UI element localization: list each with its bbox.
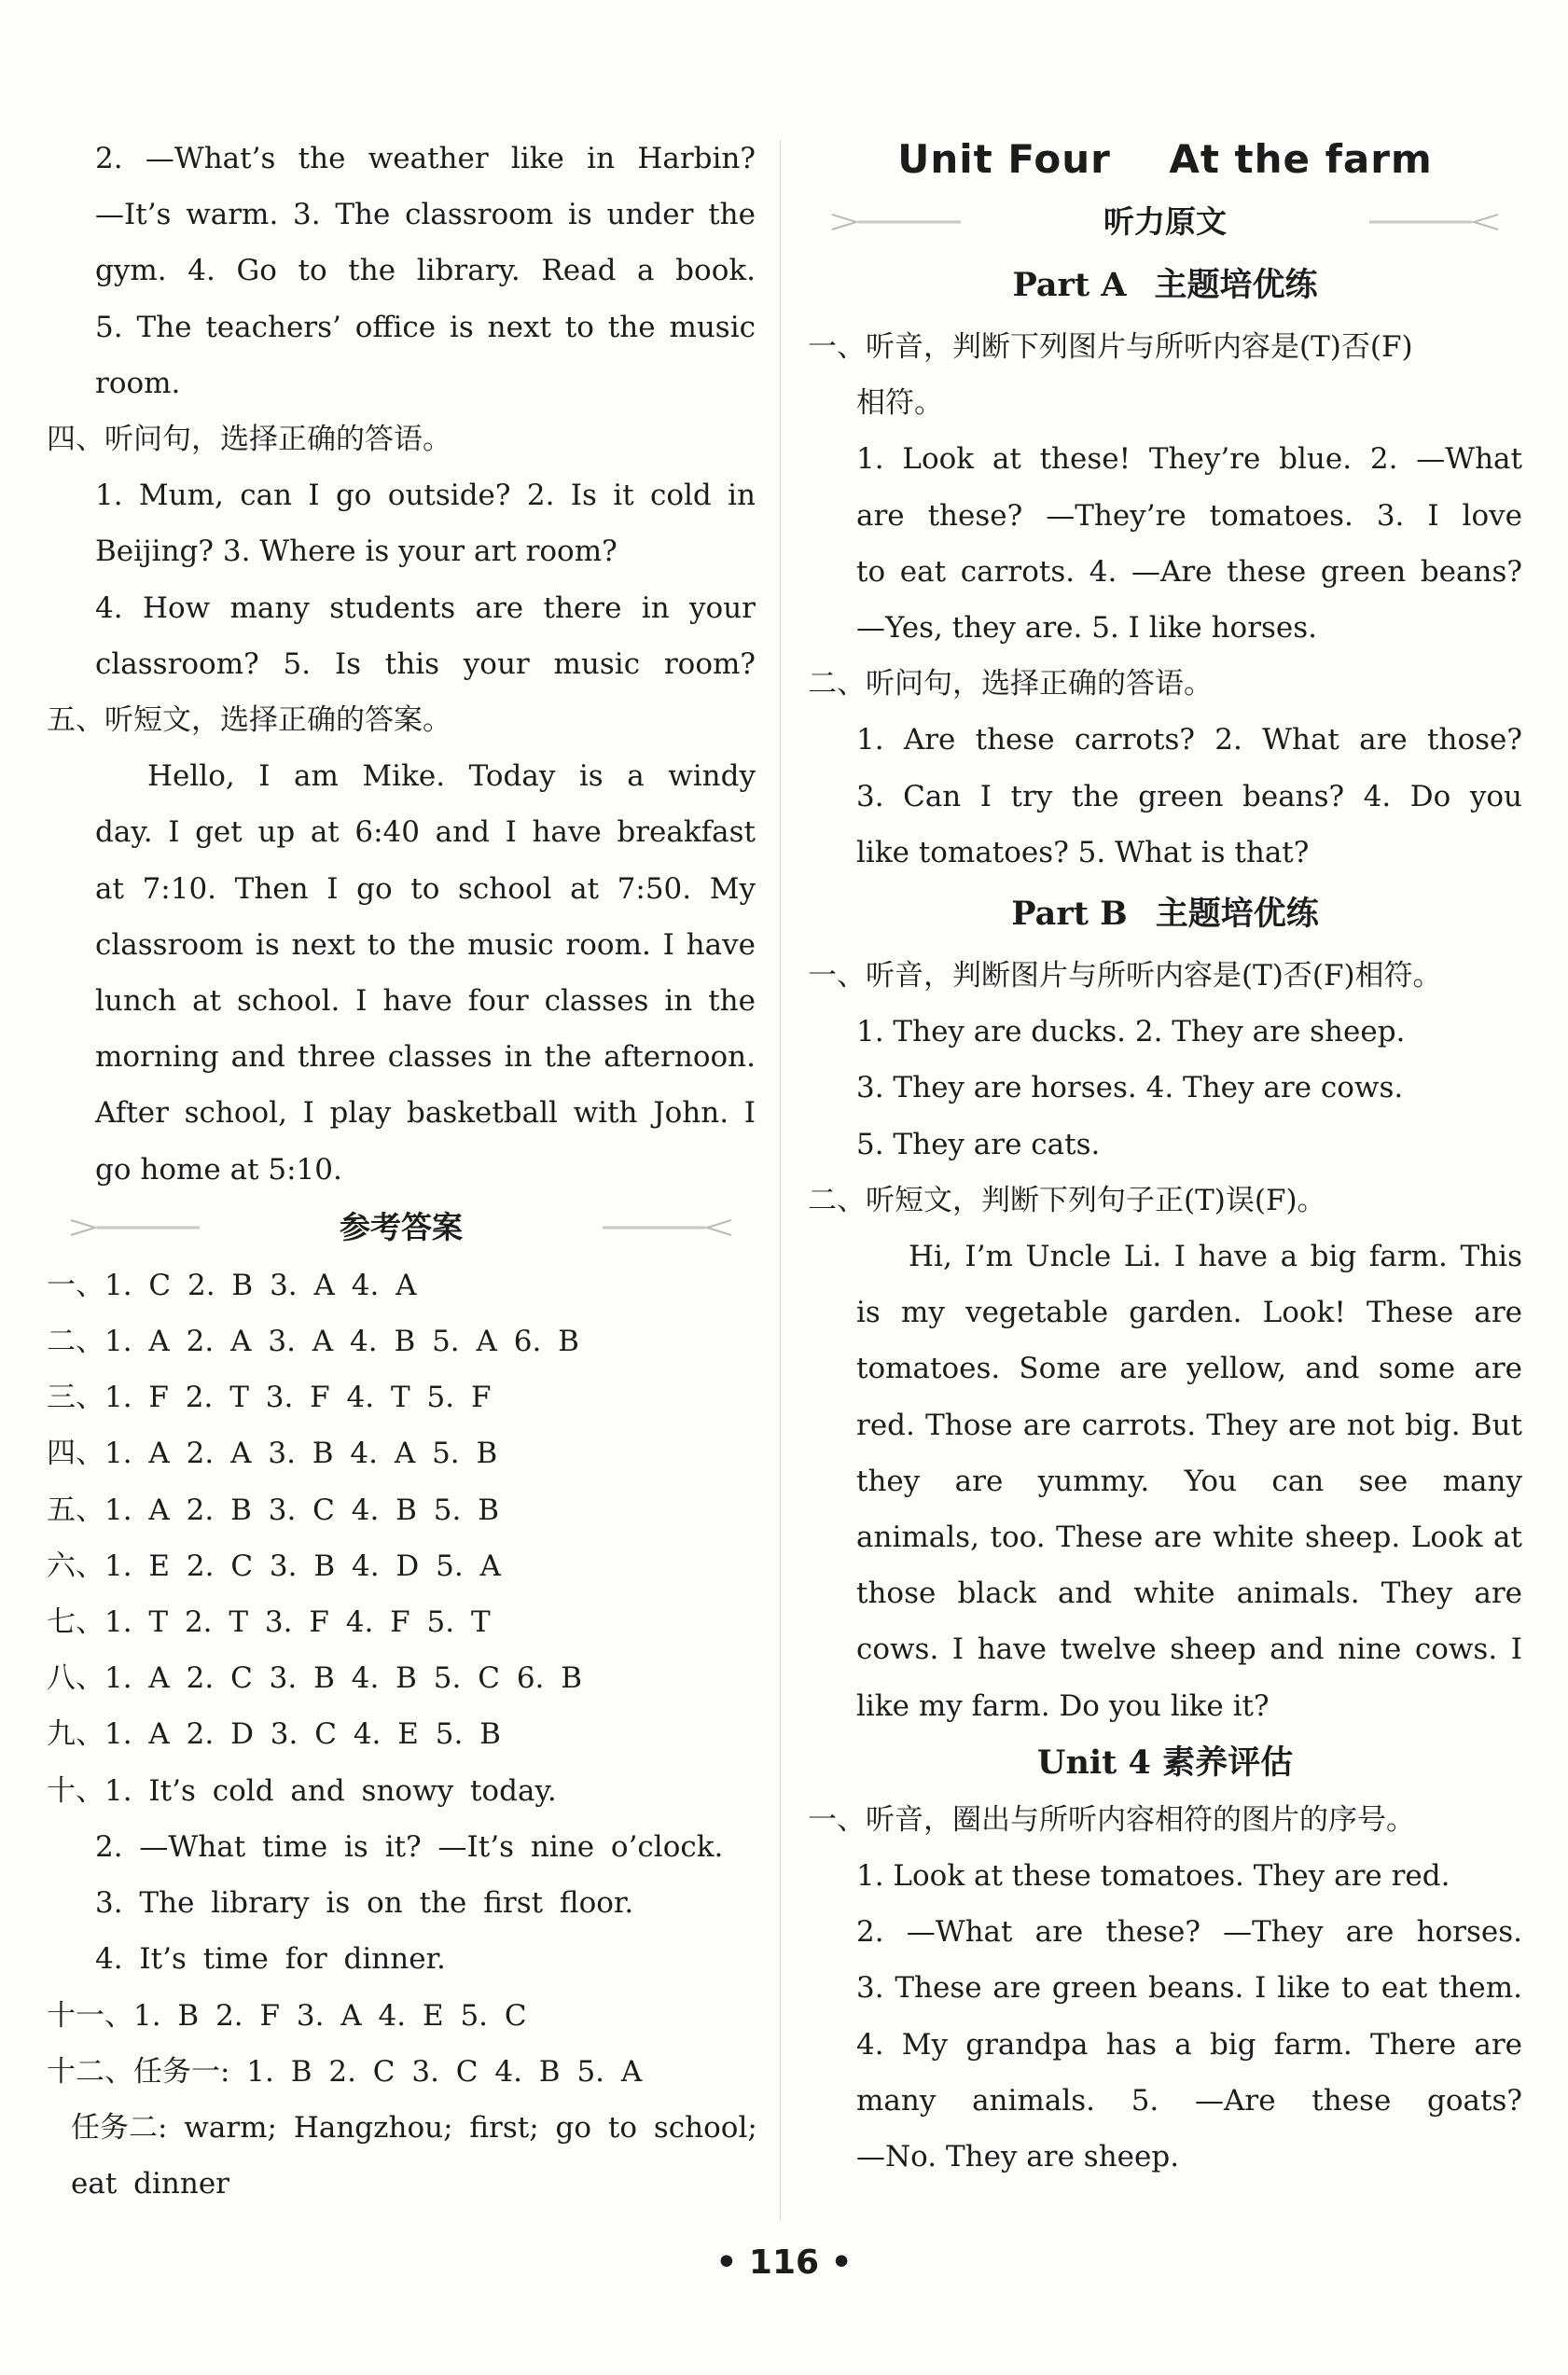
answer-line: 二、1. A 2. A 3. A 4. B 5. A 6. B (47, 1325, 579, 1359)
answer-line: 十一、1. B 2. F 3. A 4. E 5. C (47, 1998, 527, 2033)
text-line: like tomatoes? 5. What is that? (856, 835, 1310, 869)
text-line: many animals. 5. —Are these goats? (856, 2083, 1522, 2118)
text-line: 5. They are cats. (856, 1127, 1101, 1161)
text-line: classroom? 5. Is this your music room? (95, 646, 756, 681)
passage-line: Hi, I’m Uncle Li. I have a big farm. This (909, 1240, 1522, 1274)
passage-line: cows. I have twelve sheep and nine cows. I (856, 1632, 1522, 1667)
text-line: are these? —They’re tomatoes. 3. I love (856, 498, 1522, 533)
passage-line: at 7:10. Then I go to school at 7:50. My (95, 871, 756, 906)
answer-line: 五、1. A 2. B 3. C 4. B 5. B (47, 1493, 500, 1527)
passage-line: like my farm. Do you like it? (856, 1688, 1270, 1723)
text-line: 3. They are horses. 4. They are cows. (856, 1071, 1404, 1105)
text-line: 2. —What are these? —They are horses. (856, 1915, 1522, 1950)
answer-line: 任务二: warm; Hangzhou; first; go to school; (71, 2110, 757, 2145)
answer-line: 4. It’s time for dinner. (95, 1942, 446, 1977)
part-a-heading (808, 252, 1522, 319)
listening-banner (808, 192, 1522, 252)
right-ornament-icon (593, 1216, 733, 1239)
passage-line: those black and white animals. They are (856, 1576, 1522, 1611)
answers-title: 参考答案 (340, 1208, 463, 1245)
part-b-subtitle: 主题培优练 (1155, 895, 1319, 934)
text-line: 3. These are green beans. I like to eat them. (856, 1971, 1522, 2006)
right-column (808, 131, 1522, 2185)
answer-line: 九、1. A 2. D 3. C 4. E 5. B (47, 1717, 501, 1752)
passage-line: After school, I play basketball with John. I (95, 1096, 756, 1131)
text-line: 4. How many students are there in your (95, 590, 756, 625)
passage-line: animals, too. These are white sheep. Look at (856, 1521, 1522, 1555)
passage-line: red. Those are carrots. They are not big. But (856, 1408, 1522, 1442)
text-line: 5. The teachers’ office is next to the music (95, 310, 756, 344)
listening-title: 听力原文 (1103, 202, 1227, 240)
unit-title: Unit Four At the farm (897, 136, 1433, 182)
passage-line: day. I get up at 6:40 and I have breakfast (95, 815, 756, 850)
answer-line: 3. The library is on the first floor. (95, 1886, 634, 1921)
part-a-label: Part A (1012, 266, 1127, 304)
text-line: Beijing? 3. Where is your art room? (95, 535, 617, 569)
text-line: 1. Look at these tomatoes. They are red. (856, 1859, 1450, 1894)
text-line: gym. 4. Go to the library. Read a book. (95, 254, 756, 288)
passage-line: go home at 5:10. (95, 1152, 342, 1187)
text-line: 1. Look at these! They’re blue. 2. —What (856, 442, 1522, 477)
text-line: 1. Are these carrots? 2. What are those? (856, 723, 1522, 757)
passage-line: classroom is next to the music room. I have (95, 927, 756, 962)
left-ornament-icon (69, 1216, 209, 1239)
text-line: 1. They are ducks. 2. They are sheep. (856, 1015, 1406, 1049)
answer-line: 2. —What time is it? —It’s nine o’clock. (95, 1829, 724, 1864)
passage-line: Hello, I am Mike. Today is a windy (147, 759, 756, 794)
text-line: —No. They are sheep. (856, 2140, 1180, 2174)
passage-line: they are yummy. You can see many (856, 1464, 1522, 1498)
answer-line: 一、1. C 2. B 3. A 4. A (47, 1268, 417, 1302)
passage-line: morning and three classes in the afternoon. (95, 1040, 756, 1075)
answer-line: 十、1. It’s cold and snowy today. (47, 1773, 557, 1808)
answer-line: 六、1. E 2. C 3. B 4. D 5. A (47, 1549, 501, 1583)
part-a-subtitle: 主题培优练 (1154, 266, 1318, 304)
section-heading: 二、听问句，选择正确的答语。 (808, 667, 1213, 701)
part-b-label: Part B (1011, 895, 1128, 934)
section-heading: 一、听音，判断下列图片与所听内容是(T)否(F) (808, 330, 1413, 364)
text-line: 1. Mum, can I go outside? 2. Is it cold in (95, 479, 756, 513)
column-divider (780, 140, 781, 2220)
text-line: —It’s warm. 3. The classroom is under the (95, 198, 756, 232)
unit4-heading: Unit 4 素养评估 (1036, 1743, 1294, 1782)
left-column (47, 131, 756, 2212)
section-heading: 相符。 (856, 386, 943, 421)
passage-line: is my vegetable garden. Look! These are (856, 1296, 1522, 1330)
text-line: —Yes, they are. 5. I like horses. (856, 611, 1318, 646)
section-heading: 一、听音，判断图片与所听内容是(T)否(F)相符。 (808, 959, 1442, 993)
section-heading: 五、听短文，选择正确的答案。 (47, 703, 451, 738)
left-ornament-icon (830, 211, 970, 233)
answer-line: 三、1. F 2. T 3. F 4. T 5. F (47, 1381, 492, 1415)
text-line: 3. Can I try the green beans? 4. Do you (856, 779, 1522, 813)
page-number: • 116 • (715, 2243, 853, 2282)
text-line: room. (95, 366, 181, 400)
answer-line: 四、1. A 2. A 3. B 4. A 5. B (47, 1437, 498, 1471)
section-heading: 二、听短文，判断下列句子正(T)误(F)。 (808, 1183, 1326, 1217)
text-line: 4. My grandpa has a big farm. There are (856, 2027, 1522, 2062)
section-heading: 一、听音，圈出与所听内容相符的图片的序号。 (808, 1802, 1415, 1837)
answers-banner (47, 1198, 756, 1257)
right-ornament-icon (1360, 211, 1500, 233)
answer-line: eat dinner (71, 2167, 229, 2201)
text-line: to eat carrots. 4. —Are these green beans? (856, 554, 1522, 589)
section-heading: 四、听问句，选择正确的答语。 (47, 423, 451, 457)
answer-line: 十二、任务一: 1. B 2. C 3. C 4. B 5. A (47, 2054, 643, 2089)
part-b-heading (808, 881, 1522, 948)
passage-line: tomatoes. Some are yellow, and some are (856, 1352, 1522, 1386)
answer-line: 八、1. A 2. C 3. B 4. B 5. C 6. B (47, 1661, 583, 1696)
answer-line: 七、1. T 2. T 3. F 4. F 5. T (47, 1605, 491, 1640)
passage-line: lunch at school. I have four classes in the (95, 984, 756, 1019)
text-line: 2. —What’s the weather like in Harbin? (95, 142, 756, 175)
